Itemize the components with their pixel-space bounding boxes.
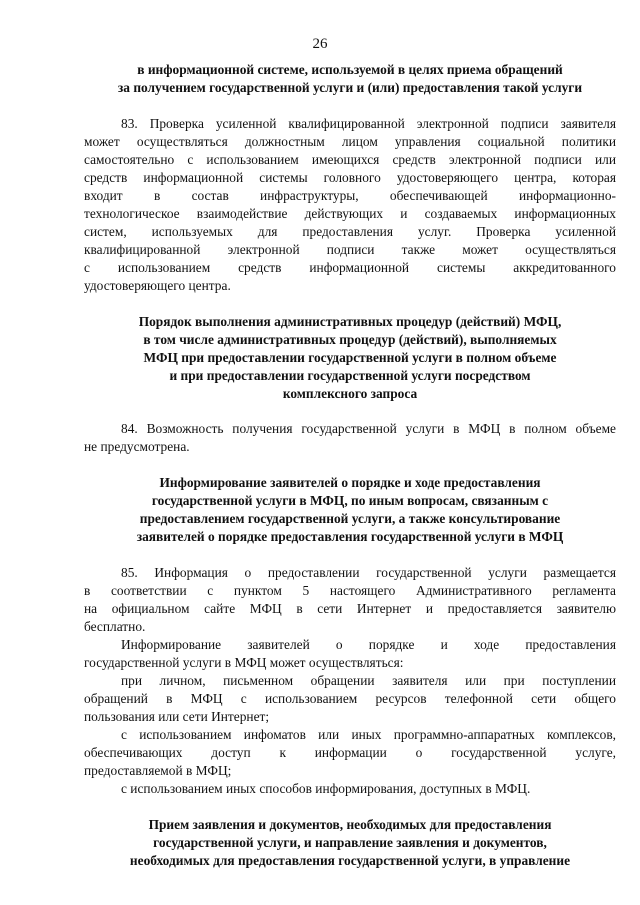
paragraph-83-line: самостоятельно с использованием имеющихся средств электронной подписи или <box>84 152 616 167</box>
paragraph-84-line: не предусмотрена. <box>84 439 190 454</box>
heading-line: Прием заявления и документов, необходимых для предоставления <box>148 817 552 832</box>
paragraph-83-line: 83. Проверка усиленной квалифицированной электронной подписи заявителя <box>121 116 616 131</box>
paragraph-85-line: 85. Информация о предоставлении государственной услуги размещается <box>121 565 616 580</box>
heading-line: необходимых для предоставления государственной услуги, в управление <box>129 853 571 868</box>
heading-line: и при предоставлении государственной услуги посредством <box>169 368 531 383</box>
paragraph-83-line: систем, используемых для предоставления услуг. Проверка усиленной <box>84 224 616 239</box>
paragraph-83-line: может осуществляться должностным лицом управления социальной политики <box>84 134 616 149</box>
heading-line: предоставлением государственной услуги, а также консультирование <box>139 511 561 526</box>
heading-line: в том числе административных процедур (действий), выполняемых <box>143 332 557 347</box>
list-item-line: предоставляемой в МФЦ; <box>84 763 232 778</box>
heading-line: государственной услуги, и направление заявления и документов, <box>153 835 547 850</box>
list-item-line: обращений в МФЦ с использованием ресурсов телефонной сети общего <box>84 691 616 706</box>
heading-line: комплексного запроса <box>282 386 418 401</box>
heading-line: Порядок выполнения административных процедур (действий) МФЦ, <box>138 314 562 329</box>
heading-line: Информирование заявителей о порядке и ходе предоставления <box>159 475 541 490</box>
paragraph-83-line: средств информационной системы головного удостоверяющего центра, которая <box>84 170 616 185</box>
paragraph-85-line: в соответствии с пунктом 5 настоящего Административного регламента <box>84 583 616 598</box>
heading-line: государственной услуги в МФЦ, по иным вопросам, связанным с <box>151 493 549 508</box>
list-item-line: с использованием инфоматов или иных программно-аппаратных комплексов, <box>121 727 616 742</box>
heading-line: в информационной системе, используемой в целях приема обращений <box>137 62 563 77</box>
paragraph-85-line: бесплатно. <box>84 619 146 634</box>
paragraph-85-line: на официальном сайте МФЦ в сети Интернет и предоставляется заявителю <box>84 601 616 616</box>
heading-line: МФЦ при предоставлении государственной услуги в полном объеме <box>143 350 557 365</box>
paragraph-83-line: с использованием средств информационной системы аккредитованного <box>84 260 616 275</box>
heading-line: заявителей о порядке предоставления государственной услуги в МФЦ <box>136 529 564 544</box>
paragraph-inform-line: Информирование заявителей о порядке и ходе предоставления <box>121 637 616 652</box>
list-item-line: обеспечивающих доступ к информации о государственной услуге, <box>84 745 616 760</box>
page-number: 26 <box>312 36 328 52</box>
paragraph-83-line: входит в состав инфраструктуры, обеспечивающей информационно- <box>84 188 616 203</box>
paragraph-84-line: 84. Возможность получения государственной услуги в МФЦ в полном объеме <box>121 421 616 436</box>
list-item-line: пользования или сети Интернет; <box>84 709 270 724</box>
list-item-line: при личном, письменном обращении заявителя или при поступлении <box>121 673 616 688</box>
heading-line: за получением государственной услуги и (или) предоставления такой услуги <box>117 80 583 95</box>
paragraph-83-line: технологическое взаимодействие действующих и создаваемых информационных <box>84 206 616 221</box>
paragraph-inform-line: государственной услуги в МФЦ может осуществляться: <box>84 655 404 670</box>
list-item-line: с использованием иных способов информирования, доступных в МФЦ. <box>121 781 531 796</box>
paragraph-83-line: удостоверяющего центра. <box>84 278 231 293</box>
paragraph-83-line: квалифицированной электронной подписи также может осуществляться <box>84 242 616 257</box>
